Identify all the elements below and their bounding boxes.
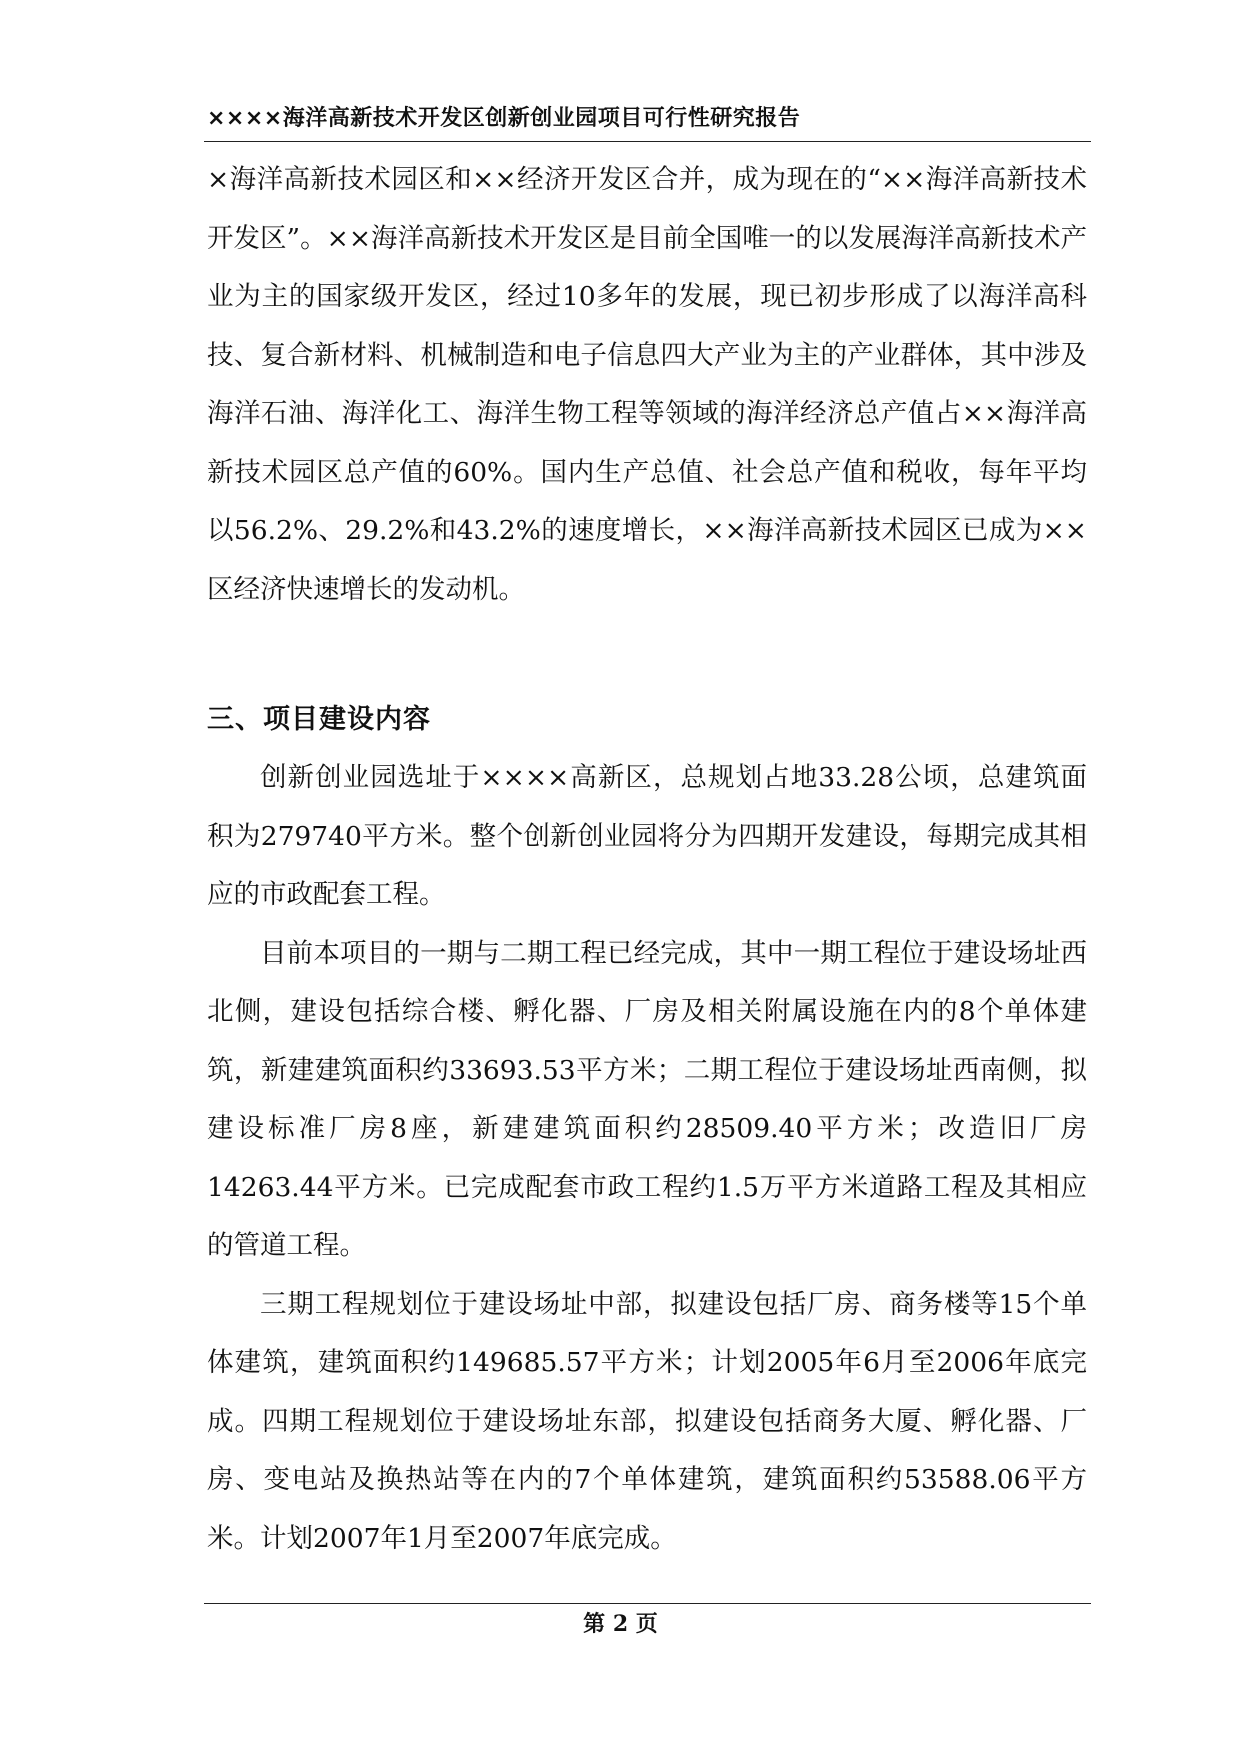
- section-paragraph-1: 创新创业园选址于××××高新区，总规划占地33.28公顷，总建筑面积为279740平方米。整个创新创业园将分为四期开发建设，每期完成其相应的市政配套工程。: [207, 762, 1087, 910]
- header-divider: [204, 141, 1091, 142]
- intro-paragraph: ×海洋高新技术园区和××经济开发区合并，成为现在的“××海洋高新技术开发区”。××海洋高新技术开发区是目前全国唯一的以发展海洋高新技术产业为主的国家级开发区，经过10多年的发展，现已初步形成了以海洋高科技、复合新材料、机械制造和电子信息四大产业为主的产业群体，其中涉及海洋石油、海洋化工、海洋生物工程等领域的海洋经济总产值占××海洋高新技术园区总产值的60%。国内生产总值、社会总产值和税收，每年平均以56.2%、29.2%和43.2%的速度增长，××海洋高新技术园区已成为××区经济快速增长的发动机。: [207, 164, 1087, 605]
- section-paragraph-3: 三期工程规划位于建设场址中部，拟建设包括厂房、商务楼等15个单体建筑，建筑面积约149685.57平方米；计划2005年6月至2006年底完成。四期工程规划位于建设场址东部，拟建设包括商务大厦、孵化器、厂房、变电站及换热站等在内的7个单体建筑，建筑面积约53588.06平方米。计划2007年1月至2007年底完成。: [207, 1288, 1087, 1554]
- page-header-title: ××××海洋高新技术开发区创新创业园项目可行性研究报告: [207, 106, 801, 131]
- footer-divider: [204, 1603, 1091, 1604]
- page-number: 第 2 页: [583, 1611, 658, 1637]
- section-paragraph-2: 目前本项目的一期与二期工程已经完成，其中一期工程位于建设场址西北侧，建设包括综合楼、孵化器、厂房及相关附属设施在内的8个单体建筑，新建建筑面积约33693.53平方米；二期工程位于建设场址西南侧，拟建设标准厂房8座，新建建筑面积约28509.40平方米；改造旧厂房14263.44平方米。已完成配套市政工程约1.5万平方米道路工程及其相应的管道工程。: [207, 937, 1087, 1261]
- intro-text-block: [207, 151, 1087, 619]
- section-text-block: [207, 749, 1087, 1568]
- section-heading: 三、项目建设内容: [207, 704, 431, 735]
